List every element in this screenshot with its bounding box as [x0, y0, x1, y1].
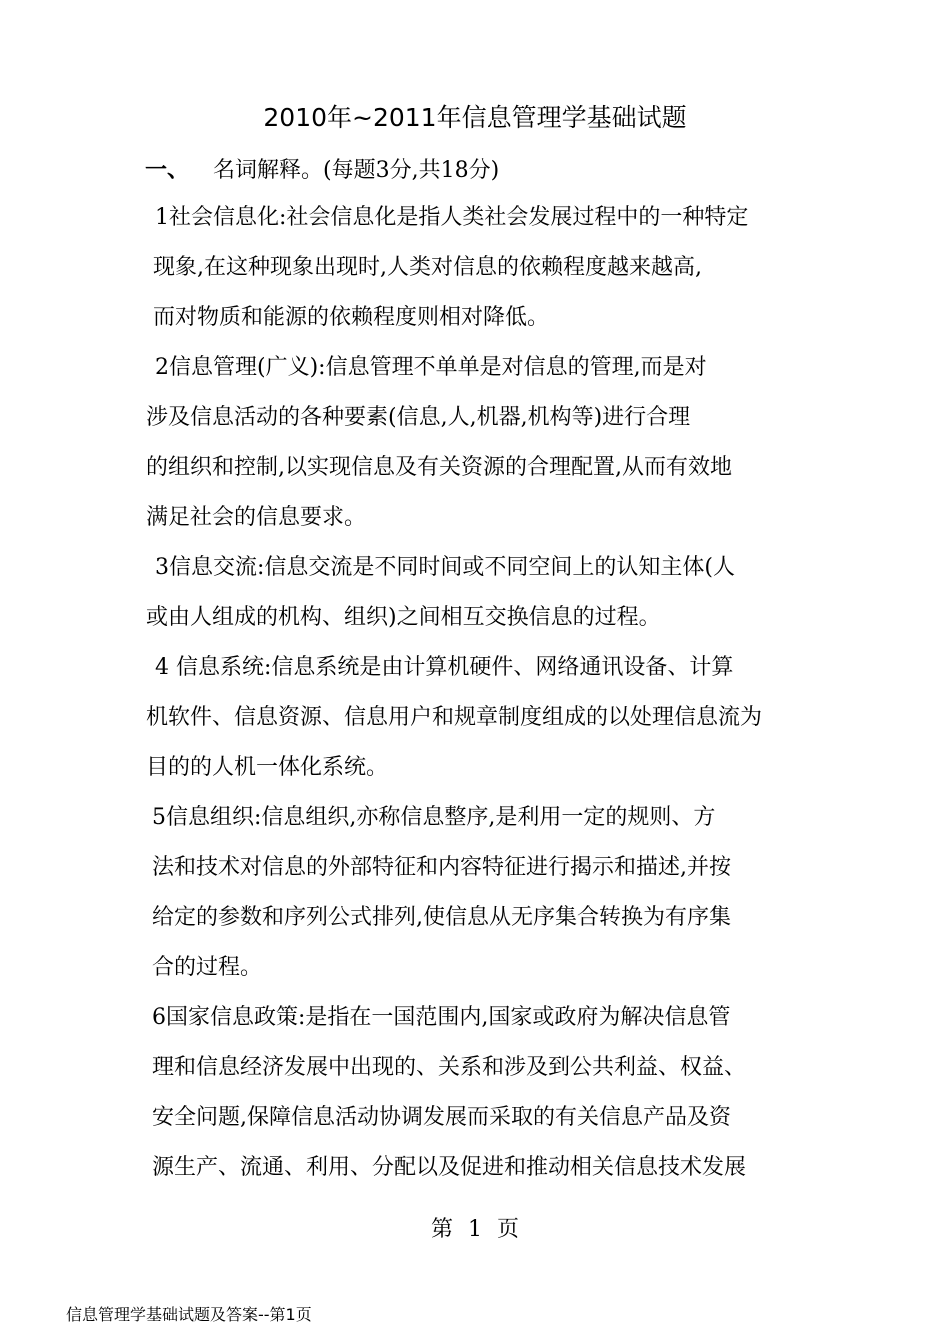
body-line: 3信息交流:信息交流是不同时间或不同空间上的认知主体(人: [155, 555, 735, 580]
body-line: 4 信息系统:信息系统是由计算机硬件、网络通讯设备、计算: [155, 655, 734, 680]
page-footer: 信息管理学基础试题及答案--第1页: [66, 1305, 312, 1324]
body-line: 现象,在这种现象出现时,人类对信息的依赖程度越来越高,: [153, 255, 702, 280]
body-line: 5信息组织:信息组织,亦称信息整序,是利用一定的规则、方: [152, 805, 716, 830]
body-line: 而对物质和能源的依赖程度则相对降低。: [153, 305, 550, 330]
body-line: 合的过程。: [152, 955, 263, 980]
section-number: 一、: [145, 157, 190, 183]
body-line: 理和信息经济发展中出现的、关系和涉及到公共利益、权益、: [152, 1055, 747, 1080]
body-line: 安全问题,保障信息活动协调发展而采取的有关信息产品及资: [152, 1105, 731, 1130]
section-heading-text: 名词解释。(每题3分,共18分): [213, 158, 500, 183]
body-line: 机软件、信息资源、信息用户和规章制度组成的以处理信息流为: [146, 705, 763, 730]
body-line: 法和技术对信息的外部特征和内容特征进行揭示和描述,并按: [152, 855, 731, 880]
body-line: 或由人组成的机构、组织)之间相互交换信息的过程。: [146, 605, 661, 630]
body-line: 2信息管理(广义):信息管理不单单是对信息的管理,而是对: [155, 355, 707, 380]
body-line: 目的的人机一体化系统。: [146, 755, 389, 780]
body-line: 1社会信息化:社会信息化是指人类社会发展过程中的一种特定: [155, 205, 749, 230]
body-line: 的组织和控制,以实现信息及有关资源的合理配置,从而有效地: [146, 455, 732, 480]
body-line: 给定的参数和序列公式排列,使信息从无序集合转换为有序集: [152, 905, 731, 930]
document-title: 2010年~2011年信息管理学基础试题: [263, 103, 687, 132]
body-line: 满足社会的信息要求。: [146, 505, 367, 530]
page-number: 第 1 页: [431, 1217, 519, 1242]
body-line: 6国家信息政策:是指在一国范围内,国家或政府为解决信息管: [152, 1005, 731, 1030]
section-heading: [145, 151, 499, 190]
body-line: 涉及信息活动的各种要素(信息,人,机器,机构等)进行合理: [146, 405, 691, 430]
body-line: 源生产、流通、利用、分配以及促进和推动相关信息技术发展: [152, 1155, 747, 1180]
